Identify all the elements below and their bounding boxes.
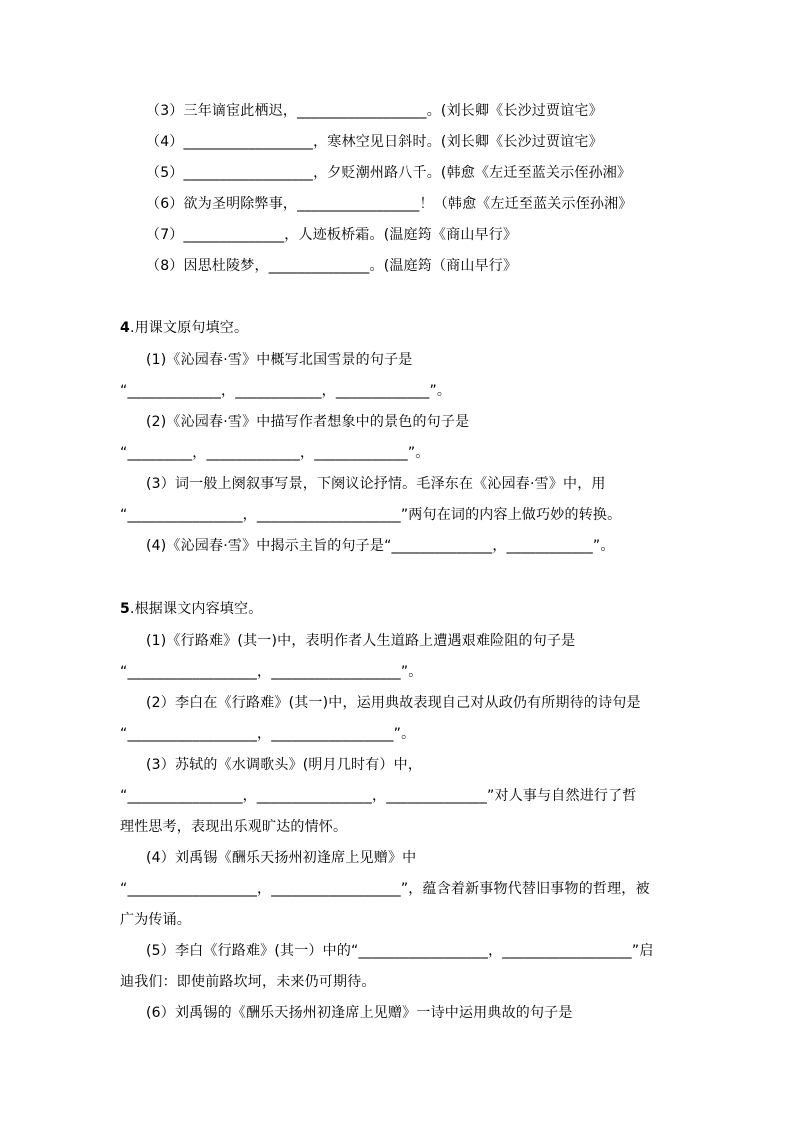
fill-item-4: （4）__________________，寒林空见日斜时。(刘长卿《长沙过贾谊宅》 <box>146 134 603 150</box>
q5-line-10: 广为传诵。 <box>120 912 191 928</box>
fill-item-8: （8）因思杜陵梦，______________。(温庭筠（商山早行》 <box>146 258 518 274</box>
q5-line-2: “__________________，__________________”。 <box>120 664 423 680</box>
q5-line-12: 迪我们：即使前路坎坷，未来仍可期待。 <box>120 974 376 990</box>
q4-line-6: “________________，____________________”两句在词的内容上做巧妙的转换。 <box>120 507 622 523</box>
q4-line-3: (2)《沁园春·雪》中描写作者想象中的景色的句子是 <box>146 414 470 430</box>
q4-line-7: (4)《沁园春·雪》中揭示主旨的句子是“______________，____________”。 <box>146 538 615 554</box>
question-4-heading <box>120 318 248 338</box>
q4-line-4: “_________，_____________，_____________”。 <box>120 445 430 461</box>
fill-item-3: （3）三年谪宦此栖迟，__________________。(刘长卿《长沙过贾谊宅》 <box>146 103 603 119</box>
q5-line-11: (5）李白《行路难》(其一）中的“__________________，__________________”启 <box>146 943 654 959</box>
q5-line-3: (2）李白在《行路难》(其一)中，运用典故表现自己对从政仍有所期待的诗句是 <box>146 695 641 711</box>
question-5-title: .根据课文内容填空。 <box>129 601 263 617</box>
q5-line-6: “________________，________________，______________”对人事与自然进行了哲 <box>120 788 637 804</box>
q5-line-7: 理性思考，表现出乐观旷达的情怀。 <box>120 819 348 835</box>
q5-line-1: (1)《行路难》(其一)中，表明作者人生道路上遭遇艰难险阻的句子是 <box>146 633 576 649</box>
q5-line-5: (3）苏轼的《水调歌头》(明月几时有）中， <box>146 757 423 773</box>
fill-item-6: （6）欲为圣明除弊事，_________________！（韩愈《左迁至蓝关示侄孙湘》 <box>146 196 633 212</box>
q4-line-2: “_____________，____________，_____________”。 <box>120 383 452 399</box>
question-5-number: 5 <box>120 601 130 617</box>
fill-item-5: （5）__________________，夕贬潮州路八千。(韩愈《左迁至蓝关示侄孙湘》 <box>146 165 632 181</box>
q5-line-4: “__________________，_________________”。 <box>120 726 416 742</box>
question-4-number: 4 <box>120 320 130 336</box>
question-5-heading <box>120 599 262 619</box>
q5-line-13: (6）刘禹锡的《酬乐天扬州初逢席上见赠》一诗中运用典故的句子是 <box>146 1005 573 1021</box>
question-4-title: .用课文原句填空。 <box>129 320 249 336</box>
fill-item-7: （7）______________，人迹板桥霜。(温庭筠《商山早行》 <box>146 227 518 243</box>
q4-line-5: (3）词一般上阕叙事写景，下阕议论抒情。毛泽东在《沁园春·雪》中，用 <box>146 476 606 492</box>
q5-line-9: “__________________，__________________”，蕴含着新事物代替旧事物的哲理，被 <box>120 881 650 897</box>
q5-line-8: (4）刘禹锡《酬乐天扬州初逢席上见赠》中 <box>146 850 417 866</box>
q4-line-1: (1)《沁园春·雪》中概写北国雪景的句子是 <box>146 352 413 368</box>
